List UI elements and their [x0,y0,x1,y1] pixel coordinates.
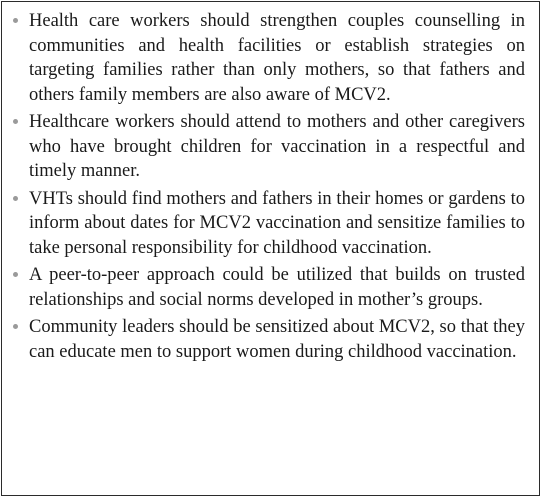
bullet-icon [13,196,18,201]
recommendation-text: Health care workers should strengthen couples counselling in communities and health facilities or establish strategies on targeting families rather than only mothers, so that fathers and others family members are also aware of MCV2. [29,11,525,105]
list-item [2,263,539,312]
recommendation-text: Community leaders should be sensitized about MCV2, so that they can educate men to support women during childhood vaccination. [29,317,525,362]
bullet-icon [13,18,18,23]
list-item [2,9,539,107]
recommendations-box [1,1,540,496]
list-item [2,315,539,364]
bullet-icon [13,119,18,124]
recommendation-text: A peer-to-peer approach could be utilized that builds on trusted relationships and social norms developed in mother’s groups. [29,265,525,310]
recommendation-text: Healthcare workers should attend to mothers and other caregivers who have brought children for vaccination in a respectful and timely manner. [29,112,525,181]
list-item [2,110,539,184]
recommendation-text: VHTs should find mothers and fathers in their homes or gardens to inform about dates for MCV2 vaccination and sensitize families to take personal responsibility for childhood vaccination. [29,188,525,258]
bullet-icon [13,272,18,277]
recommendations-list [2,9,539,367]
list-item [2,187,539,261]
bullet-icon [13,324,18,329]
